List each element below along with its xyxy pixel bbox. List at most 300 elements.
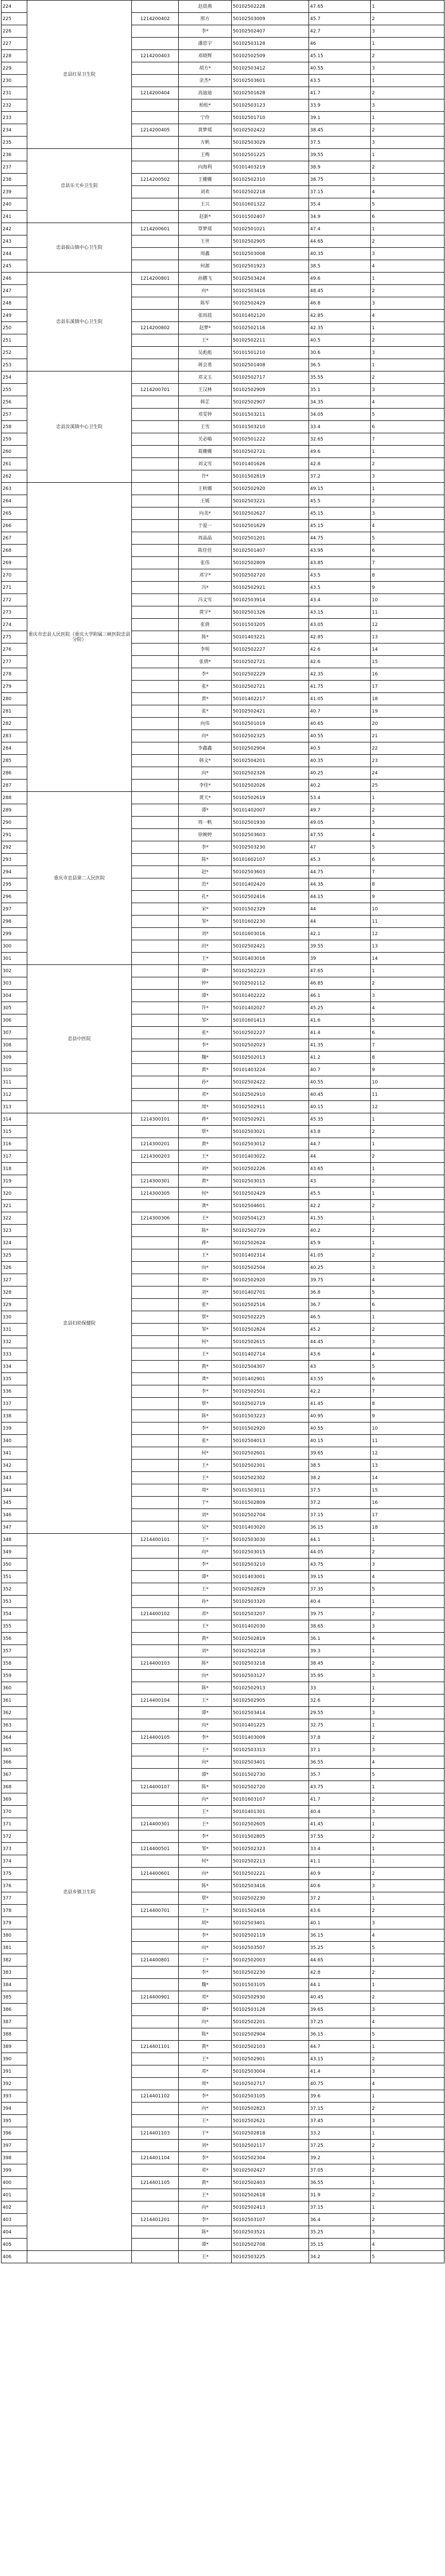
row-number: 349	[2, 1546, 27, 1558]
row-number: 332	[2, 1336, 27, 1348]
position-code	[132, 1917, 179, 1929]
row-number: 403	[2, 2214, 27, 2226]
row-number: 263	[2, 483, 27, 495]
rank: 5	[371, 1286, 444, 1299]
position-code	[132, 161, 179, 174]
rank: 3	[371, 174, 444, 186]
candidate-name: 王*	[179, 1694, 232, 1707]
row-number: 334	[2, 1361, 27, 1373]
candidate-name: 黄*	[179, 1138, 232, 1150]
candidate-name: 周晶晶	[179, 532, 232, 545]
ticket-number: 50102502226	[232, 1163, 309, 1175]
row-number: 316	[2, 1138, 27, 1150]
unit-name: 忠县中医院	[27, 965, 132, 1113]
written-score: 37.8	[309, 1732, 371, 1744]
candidate-name: 邢方	[179, 13, 232, 25]
candidate-name: 赵晨燕	[179, 1, 232, 13]
candidate-name: 张*	[179, 705, 232, 718]
rank: 8	[371, 878, 444, 891]
row-number: 308	[2, 1039, 27, 1052]
position-code	[132, 582, 179, 594]
ticket-number: 50101403009	[232, 1732, 309, 1744]
row-number: 243	[2, 235, 27, 248]
row-number: 250	[2, 322, 27, 334]
row-number: 315	[2, 1126, 27, 1138]
candidate-name: 孔*	[179, 891, 232, 903]
written-score: 41.1	[309, 1855, 371, 1868]
candidate-name: 邓雯钟	[179, 409, 232, 421]
unit-name: 忠县红星卫生院	[27, 1, 132, 149]
rank: 1	[371, 1534, 444, 1546]
row-number: 288	[2, 792, 27, 804]
row-number: 323	[2, 1225, 27, 1237]
candidate-name: 向*	[179, 1756, 232, 1769]
rank: 1	[371, 446, 444, 458]
written-score: 40.95	[309, 1410, 371, 1422]
row-number: 399	[2, 2164, 27, 2177]
written-score: 40.15	[309, 1101, 371, 1113]
candidate-name: 邹*	[179, 916, 232, 928]
candidate-name: 王*	[179, 334, 232, 347]
table-row	[2, 273, 444, 285]
row-number: 350	[2, 1558, 27, 1571]
rank: 3	[371, 2065, 444, 2078]
candidate-name: 韩文*	[179, 755, 232, 767]
candidate-name: 周*	[179, 1484, 232, 1497]
candidate-name: 蒋*	[179, 1237, 232, 1249]
written-score: 33.4	[309, 421, 371, 433]
candidate-name: 王世	[179, 235, 232, 248]
ticket-number: 50102502201	[232, 2016, 309, 2028]
unit-name: 忠县汝溪镇中心卫生院	[27, 371, 132, 483]
rank: 2	[371, 1868, 444, 1880]
position-code	[132, 1076, 179, 1089]
ticket-number: 50101402314	[232, 1249, 309, 1262]
ticket-number: 50102503601	[232, 75, 309, 87]
row-number: 235	[2, 137, 27, 149]
candidate-name: 黄*	[179, 1633, 232, 1645]
ticket-number: 50102502920	[232, 483, 309, 495]
position-code	[132, 470, 179, 483]
position-code	[132, 2028, 179, 2041]
ticket-number: 50102501019	[232, 718, 309, 730]
position-code	[132, 1027, 179, 1039]
written-score: 44.15	[309, 891, 371, 903]
candidate-name: 刘文雪	[179, 458, 232, 470]
ticket-number: 50102501222	[232, 433, 309, 446]
candidate-name: 邹*	[179, 1843, 232, 1855]
ticket-number: 50102502910	[232, 1089, 309, 1101]
ticket-number: 50102501628	[232, 87, 309, 99]
rank: 3	[371, 1262, 444, 1274]
ticket-number: 50102502225	[232, 1311, 309, 1324]
written-score: 43.55	[309, 1373, 371, 1385]
rank: 2	[371, 804, 444, 817]
ticket-number: 50101403219	[232, 161, 309, 174]
ticket-number: 50102502819	[232, 1633, 309, 1645]
candidate-name: 邓*	[179, 1274, 232, 1286]
written-score: 41.7	[309, 87, 371, 99]
candidate-name: 赵新*	[179, 211, 232, 223]
position-code	[132, 1892, 179, 1905]
rank: 2	[371, 1793, 444, 1806]
candidate-name: 陈*	[179, 631, 232, 643]
row-number: 402	[2, 2201, 27, 2214]
ticket-number: 50102503412	[232, 62, 309, 75]
rank: 11	[371, 606, 444, 619]
candidate-name: 刘*	[179, 1645, 232, 1657]
candidate-name: 邓晓辉	[179, 50, 232, 62]
candidate-name: 王*	[179, 1744, 232, 1756]
position-code	[132, 1793, 179, 1806]
candidate-name: 张*	[179, 681, 232, 693]
written-score: 43	[309, 1175, 371, 1188]
candidate-name: 向*	[179, 1793, 232, 1806]
row-number: 229	[2, 62, 27, 75]
row-number: 376	[2, 1880, 27, 1892]
ticket-number: 50102502326	[232, 767, 309, 779]
position-code	[132, 2115, 179, 2127]
row-number: 384	[2, 1979, 27, 1991]
ticket-number: 50102501710	[232, 112, 309, 124]
rank: 3	[371, 99, 444, 112]
ticket-number: 50101401301	[232, 1806, 309, 1818]
row-number: 283	[2, 730, 27, 742]
row-number: 364	[2, 1732, 27, 1744]
written-score: 40.75	[309, 2078, 371, 2090]
rank: 2	[371, 1694, 444, 1707]
ticket-number: 50101401626	[232, 458, 309, 470]
position-code	[132, 1435, 179, 1447]
position-code	[132, 2201, 179, 2214]
rank: 7	[371, 866, 444, 878]
row-number: 234	[2, 124, 27, 137]
position-code: 1214200404	[132, 87, 179, 99]
rank: 24	[371, 767, 444, 779]
written-score: 40.9	[309, 1868, 371, 1880]
ticket-number: 50102501408	[232, 359, 309, 371]
position-code: 1214400901	[132, 1991, 179, 2004]
written-score: 37.5	[309, 137, 371, 149]
position-code	[132, 2103, 179, 2115]
ticket-number: 50101402027	[232, 1002, 309, 1014]
candidate-name: 胡方*	[179, 62, 232, 75]
row-number: 314	[2, 1113, 27, 1126]
row-number: 270	[2, 569, 27, 582]
rank: 4	[371, 1633, 444, 1645]
ticket-number: 50102502003	[232, 1954, 309, 1967]
ticket-number: 50102503507	[232, 1942, 309, 1954]
ticket-number: 50101503105	[232, 1979, 309, 1991]
rank: 1	[371, 1843, 444, 1855]
candidate-name: 王兴	[179, 198, 232, 211]
ticket-number: 50102502230	[232, 1892, 309, 1905]
written-score: 32.6	[309, 1694, 371, 1707]
rank: 2	[371, 2103, 444, 2115]
unit-name: 忠县拔山镇中心卫生院	[27, 223, 132, 273]
candidate-name: 谭*	[179, 2004, 232, 2016]
candidate-name: 陈*	[179, 854, 232, 866]
rank: 5	[371, 1583, 444, 1596]
position-code	[132, 841, 179, 854]
rank: 11	[371, 1089, 444, 1101]
position-code	[132, 1274, 179, 1286]
rank: 7	[371, 433, 444, 446]
results-table-body	[2, 1, 444, 2263]
position-code	[132, 1979, 179, 1991]
candidate-name: 邓*	[179, 1608, 232, 1620]
written-score: 33.2	[309, 2127, 371, 2140]
rank: 19	[371, 705, 444, 718]
row-number: 371	[2, 1818, 27, 1831]
candidate-name: 陈*	[179, 1225, 232, 1237]
rank: 1	[371, 1979, 444, 1991]
row-number: 357	[2, 1645, 27, 1657]
rank: 11	[371, 1435, 444, 1447]
position-code	[132, 1756, 179, 1769]
row-number: 325	[2, 1249, 27, 1262]
rank: 1	[371, 2127, 444, 2140]
row-number: 254	[2, 371, 27, 384]
ticket-number: 50102503207	[232, 1608, 309, 1620]
written-score: 36.55	[309, 2177, 371, 2189]
rank: 4	[371, 2239, 444, 2251]
position-code	[132, 854, 179, 866]
rank: 3	[371, 1707, 444, 1719]
rank: 18	[371, 1521, 444, 1534]
position-code	[132, 1546, 179, 1558]
ticket-number: 50102502901	[232, 2053, 309, 2065]
written-score: 44.1	[309, 1979, 371, 1991]
written-score: 34.05	[309, 409, 371, 421]
candidate-name: 李*	[179, 668, 232, 681]
position-code	[132, 730, 179, 742]
position-code	[132, 1831, 179, 1843]
row-number: 361	[2, 1694, 27, 1707]
written-score: 38.2	[309, 1472, 371, 1484]
position-code	[132, 1509, 179, 1521]
rank: 1	[371, 1212, 444, 1225]
position-code	[132, 755, 179, 767]
written-score: 42.6	[309, 656, 371, 668]
candidate-name: 何*	[179, 1188, 232, 1200]
row-number: 240	[2, 198, 27, 211]
position-code	[132, 1163, 179, 1175]
position-code	[132, 520, 179, 532]
position-code	[132, 1311, 179, 1324]
written-score: 41.45	[309, 1398, 371, 1410]
ticket-number: 50102503225	[232, 2251, 309, 2263]
position-code	[132, 2226, 179, 2239]
position-code	[132, 569, 179, 582]
candidate-name: 谭*	[179, 965, 232, 977]
rank: 1	[371, 38, 444, 50]
ticket-number: 50102502721	[232, 681, 309, 693]
candidate-name: 高迪迪	[179, 87, 232, 99]
written-score: 45.35	[309, 1113, 371, 1126]
row-number: 291	[2, 829, 27, 841]
row-number: 294	[2, 866, 27, 878]
candidate-name: 谭*	[179, 1571, 232, 1583]
written-score: 42.2	[309, 1200, 371, 1212]
position-code	[132, 25, 179, 38]
written-score: 40.25	[309, 767, 371, 779]
table-row	[2, 371, 444, 384]
ticket-number: 50101403001	[232, 1571, 309, 1583]
position-code	[132, 545, 179, 557]
row-number: 224	[2, 1, 27, 13]
table-row	[2, 223, 444, 235]
candidate-name: 魏*	[179, 1979, 232, 1991]
row-number: 258	[2, 421, 27, 433]
row-number: 307	[2, 1027, 27, 1039]
candidate-name: 向海利	[179, 161, 232, 174]
candidate-name: 周一帆	[179, 817, 232, 829]
row-number: 256	[2, 396, 27, 409]
position-code	[132, 878, 179, 891]
ticket-number: 50102503424	[232, 273, 309, 285]
rank: 6	[371, 211, 444, 223]
table-row	[2, 1, 444, 13]
row-number: 317	[2, 1150, 27, 1163]
position-code: 1214300301	[132, 1175, 179, 1188]
rank: 3	[371, 470, 444, 483]
ticket-number: 50101502407	[232, 211, 309, 223]
written-score: 41.4	[309, 2065, 371, 2078]
written-score: 49.15	[309, 483, 371, 495]
rank: 9	[371, 1410, 444, 1422]
position-code	[132, 990, 179, 1002]
rank: 2	[371, 1175, 444, 1188]
written-score: 41.35	[309, 1039, 371, 1052]
rank: 15	[371, 656, 444, 668]
ticket-number: 50102503128	[232, 2004, 309, 2016]
written-score: 45.15	[309, 507, 371, 520]
rank: 1	[371, 792, 444, 804]
candidate-name: 钟*	[179, 977, 232, 990]
candidate-name: 向*	[179, 1942, 232, 1954]
position-code	[132, 532, 179, 545]
candidate-name: 潘思宇	[179, 38, 232, 50]
written-score: 44.7	[309, 1138, 371, 1150]
ticket-number: 50101502416	[232, 1905, 309, 1917]
written-score: 41.75	[309, 681, 371, 693]
row-number: 287	[2, 779, 27, 792]
row-number: 298	[2, 916, 27, 928]
candidate-name: 龚*	[179, 1200, 232, 1212]
written-score: 44.7	[309, 2041, 371, 2053]
position-code: 1214400102	[132, 1608, 179, 1620]
candidate-name: 向伟	[179, 718, 232, 730]
ticket-number: 50101402120	[232, 310, 309, 322]
candidate-name: 田*	[179, 940, 232, 953]
candidate-name: 王*	[179, 2251, 232, 2263]
candidate-name: 张伟	[179, 557, 232, 569]
candidate-name: 刘*	[179, 928, 232, 940]
position-code	[132, 1558, 179, 1571]
written-score: 39.65	[309, 1447, 371, 1460]
written-score: 43.5	[309, 569, 371, 582]
position-code	[132, 2239, 179, 2251]
written-score: 42.8	[309, 1967, 371, 1979]
ticket-number: 50102502621	[232, 2115, 309, 2127]
row-number: 335	[2, 1373, 27, 1385]
position-code	[132, 1089, 179, 1101]
candidate-name: 王*	[179, 953, 232, 965]
position-code: 1214401104	[132, 2152, 179, 2164]
rank: 1	[371, 2201, 444, 2214]
row-number: 236	[2, 149, 27, 161]
row-number: 397	[2, 2140, 27, 2152]
rank: 2	[371, 235, 444, 248]
position-code	[132, 1014, 179, 1027]
rank: 11	[371, 916, 444, 928]
row-number: 369	[2, 1793, 27, 1806]
candidate-name: 李*	[179, 2090, 232, 2103]
candidate-name: 邓*	[179, 2164, 232, 2177]
candidate-name: 何*	[179, 1447, 232, 1460]
candidate-name: 邓宇*	[179, 569, 232, 582]
position-code: 1214401101	[132, 2041, 179, 2053]
position-code	[132, 718, 179, 730]
position-code	[132, 866, 179, 878]
written-score: 35.15	[309, 2239, 371, 2251]
ticket-number: 50102503221	[232, 495, 309, 507]
rank: 10	[371, 594, 444, 606]
position-code	[132, 705, 179, 718]
ticket-number: 50102502721	[232, 656, 309, 668]
written-score: 35.1	[309, 384, 371, 396]
ticket-number: 50102501201	[232, 532, 309, 545]
ticket-number: 50102503015	[232, 1175, 309, 1188]
candidate-name: 黄*	[179, 2041, 232, 2053]
row-number: 388	[2, 2028, 27, 2041]
rank: 1	[371, 1237, 444, 1249]
row-number: 262	[2, 470, 27, 483]
position-code	[132, 1521, 179, 1534]
rank: 9	[371, 1064, 444, 1076]
position-code: 1214300203	[132, 1150, 179, 1163]
position-code	[132, 557, 179, 569]
candidate-name: 李*	[179, 2214, 232, 2226]
written-score: 36.4	[309, 2214, 371, 2226]
candidate-name: 覃*	[179, 1311, 232, 1324]
candidate-name: 向美*	[179, 507, 232, 520]
rank: 13	[371, 940, 444, 953]
ticket-number: 50102504601	[232, 1200, 309, 1212]
rank: 6	[371, 421, 444, 433]
rank: 1	[371, 1163, 444, 1175]
rank: 3	[371, 384, 444, 396]
unit-name: 重庆市忠县第二人民医院	[27, 792, 132, 965]
ticket-number: 50102503416	[232, 285, 309, 297]
position-code	[132, 310, 179, 322]
rank: 17	[371, 681, 444, 693]
written-score: 38.75	[309, 174, 371, 186]
position-code	[132, 1855, 179, 1868]
position-code	[132, 606, 179, 619]
rank: 4	[371, 1348, 444, 1361]
written-score: 45.3	[309, 854, 371, 866]
ticket-number: 50102502429	[232, 1188, 309, 1200]
written-score: 39.75	[309, 1608, 371, 1620]
rank: 1	[371, 273, 444, 285]
ticket-number: 50102502708	[232, 2239, 309, 2251]
position-code	[132, 198, 179, 211]
position-code	[132, 38, 179, 50]
written-score: 40.35	[309, 755, 371, 767]
candidate-name: 邓*	[179, 2065, 232, 2078]
